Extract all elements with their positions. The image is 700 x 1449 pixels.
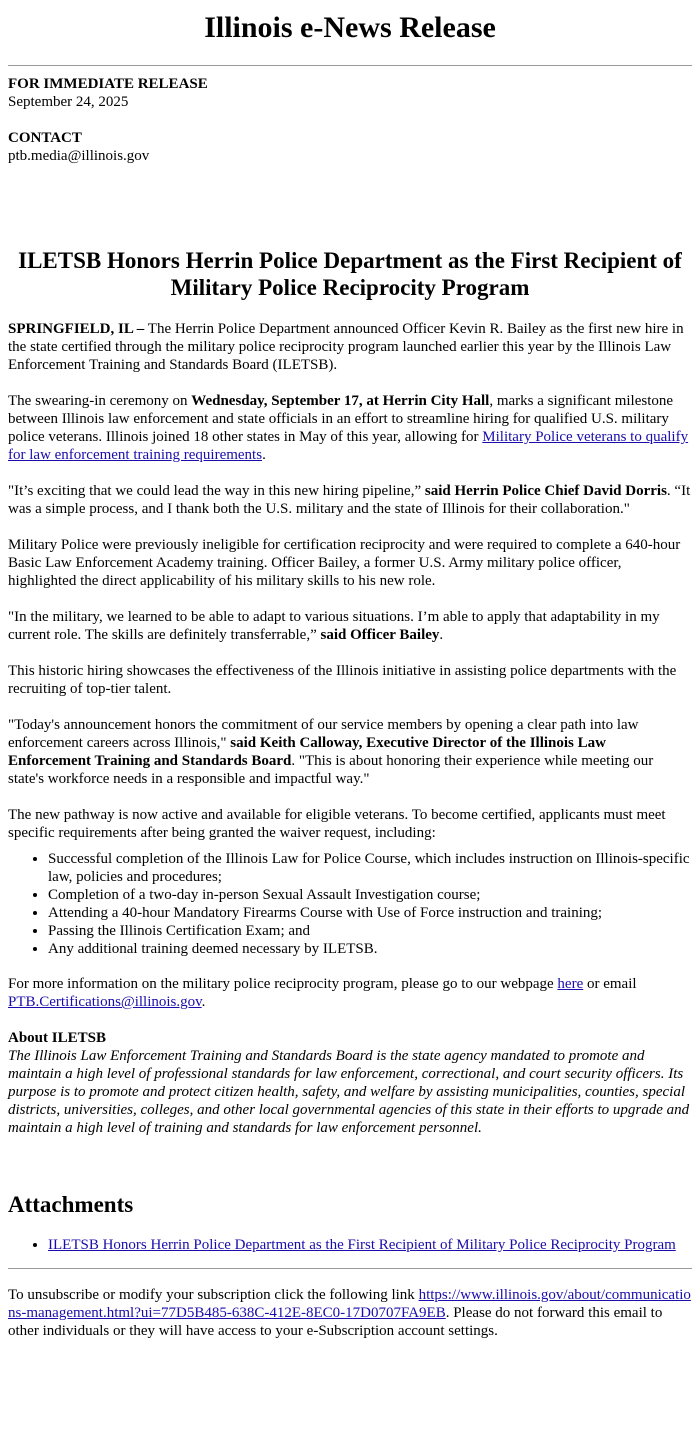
contact-email: ptb.media@illinois.gov (8, 148, 150, 164)
attachment-link[interactable]: ILETSB Honors Herrin Police Department as the First Recipient of Military Police Reciprocity Program (48, 1237, 676, 1253)
release-info (8, 75, 692, 111)
about-heading: About ILETSB (8, 1030, 106, 1046)
newsletter-title: Illinois e-News Release (204, 11, 496, 44)
paragraph-quote-bailey: "In the military, we learned to be able to adapt to various situations. I’m able to apply that adaptability in my current role. The skills are definitely transferrable,” said Officer Bailey. (8, 609, 660, 643)
paragraph-quote-dorris: "It’s exciting that we could lead the way in this new hiring pipeline,” said Herrin Police Chief David Dorris. “It was a simple process, and I thank both the U.S. military and the state of Illinois for their collaboration." (8, 483, 691, 517)
release-date: September 24, 2025 (8, 94, 129, 110)
unsubscribe-footer: To unsubscribe or modify your subscription click the following link https://www.illinois.gov/about/communications-management.html?ui=77D5B485-638C-412E-8EC0-17D0707FA9EB. Please do not forward this email to other individuals or they will have access to your e-Subscription account settings. (8, 1287, 691, 1339)
release-label: FOR IMMEDIATE RELEASE (8, 76, 208, 92)
list-item: • Successful completion of the Illinois Law for Police Course, which includes instruction on Illinois-specific law, policies and procedures; (48, 850, 692, 886)
attachments-list (8, 1236, 692, 1254)
contact-label: CONTACT (8, 130, 82, 146)
release-headline: ILETSB Honors Herrin Police Department as the First Recipient of Military Police Reciprocity Program (18, 248, 682, 300)
about-body: The Illinois Law Enforcement Training and Standards Board is the state agency mandated to promote and maintain a high level of professional standards for law enforcement, correctional, and court security officers. Its purpose is to promote and protect citizen health, safety, and welfare by assisting municipalities, counties, special districts, universities, colleges, and other local governmental agencies of this state in their efforts to upgrade and maintain a high level of training and standards for law enforcement personnel. (8, 1048, 690, 1136)
attachment-item (48, 1236, 692, 1254)
paragraph-ceremony: The swearing-in ceremony on Wednesday, September 17, at Herrin City Hall, marks a significant milestone between Illinois law enforcement and state officials in an effort to streamline hiring for qualified U.S. military police veterans. Illinois joined 18 other states in May of this year, allowing for Military Police veterans to qualify for law enforcement training requirements. (8, 393, 689, 463)
paragraph-more-info: For more information on the military police reciprocity program, please go to our webpage here or email PTB.Certifications@illinois.gov. (8, 976, 637, 1010)
header-divider (8, 65, 692, 66)
attachments-heading: Attachments (8, 1192, 134, 1217)
unsubscribe-link[interactable]: https://www.illinois.gov/about/communications-management.html?ui=77D5B485-638C-412E-8EC0-17D0707FA9EB (8, 1287, 691, 1321)
requirements-list (8, 850, 692, 958)
paragraph-initiative: This historic hiring showcases the effectiveness of the Illinois initiative in assisting police departments with the recruiting of top-tier talent. (8, 663, 677, 697)
military-police-link[interactable]: Military Police veterans to qualify for law enforcement training requirements (8, 429, 689, 463)
paragraph-background: Military Police were previously ineligible for certification reciprocity and were required to complete a 640-hour Basic Law Enforcement Academy training. Officer Bailey, a former U.S. Army military police officer, highlighted the direct applicability of his military skills to his new role. (8, 537, 681, 589)
list-item: • Completion of a two-day in-person Sexual Assault Investigation course; (48, 886, 692, 904)
contact-info (8, 129, 692, 165)
list-item: • Attending a 40-hour Mandatory Firearms Course with Use of Force instruction and training; (48, 904, 692, 922)
paragraph-intro: SPRINGFIELD, IL – The Herrin Police Department announced Officer Kevin R. Bailey as the first new hire in the state certified through the military police reciprocity program launched earlier this year by the Illinois Law Enforcement Training and Standards Board (ILETSB). (8, 321, 684, 373)
about-section (8, 1029, 692, 1137)
list-item: • Any additional training deemed necessary by ILETSB. (48, 940, 692, 958)
dateline: SPRINGFIELD, IL – (8, 321, 145, 337)
paragraph-quote-calloway: "Today's announcement honors the commitment of our service members by opening a clear path into law enforcement careers across Illinois," said Keith Calloway, Executive Director of the Illinois Law Enforcement Training and Standards Board. "This is about honoring their experience while meeting our state's workforce needs in a responsible and impactful way." (8, 717, 654, 787)
webpage-here-link[interactable]: here (557, 976, 584, 992)
email-page (0, 10, 700, 1340)
footer-divider (8, 1268, 692, 1269)
list-item: • Passing the Illinois Certification Exam; and (48, 922, 692, 940)
paragraph-pathway: The new pathway is now active and available for eligible veterans. To become certified, applicants must meet specific requirements after being granted the waiver request, including: (8, 807, 666, 841)
certifications-email-link[interactable]: PTB.Certifications@illinois.gov (8, 994, 202, 1010)
